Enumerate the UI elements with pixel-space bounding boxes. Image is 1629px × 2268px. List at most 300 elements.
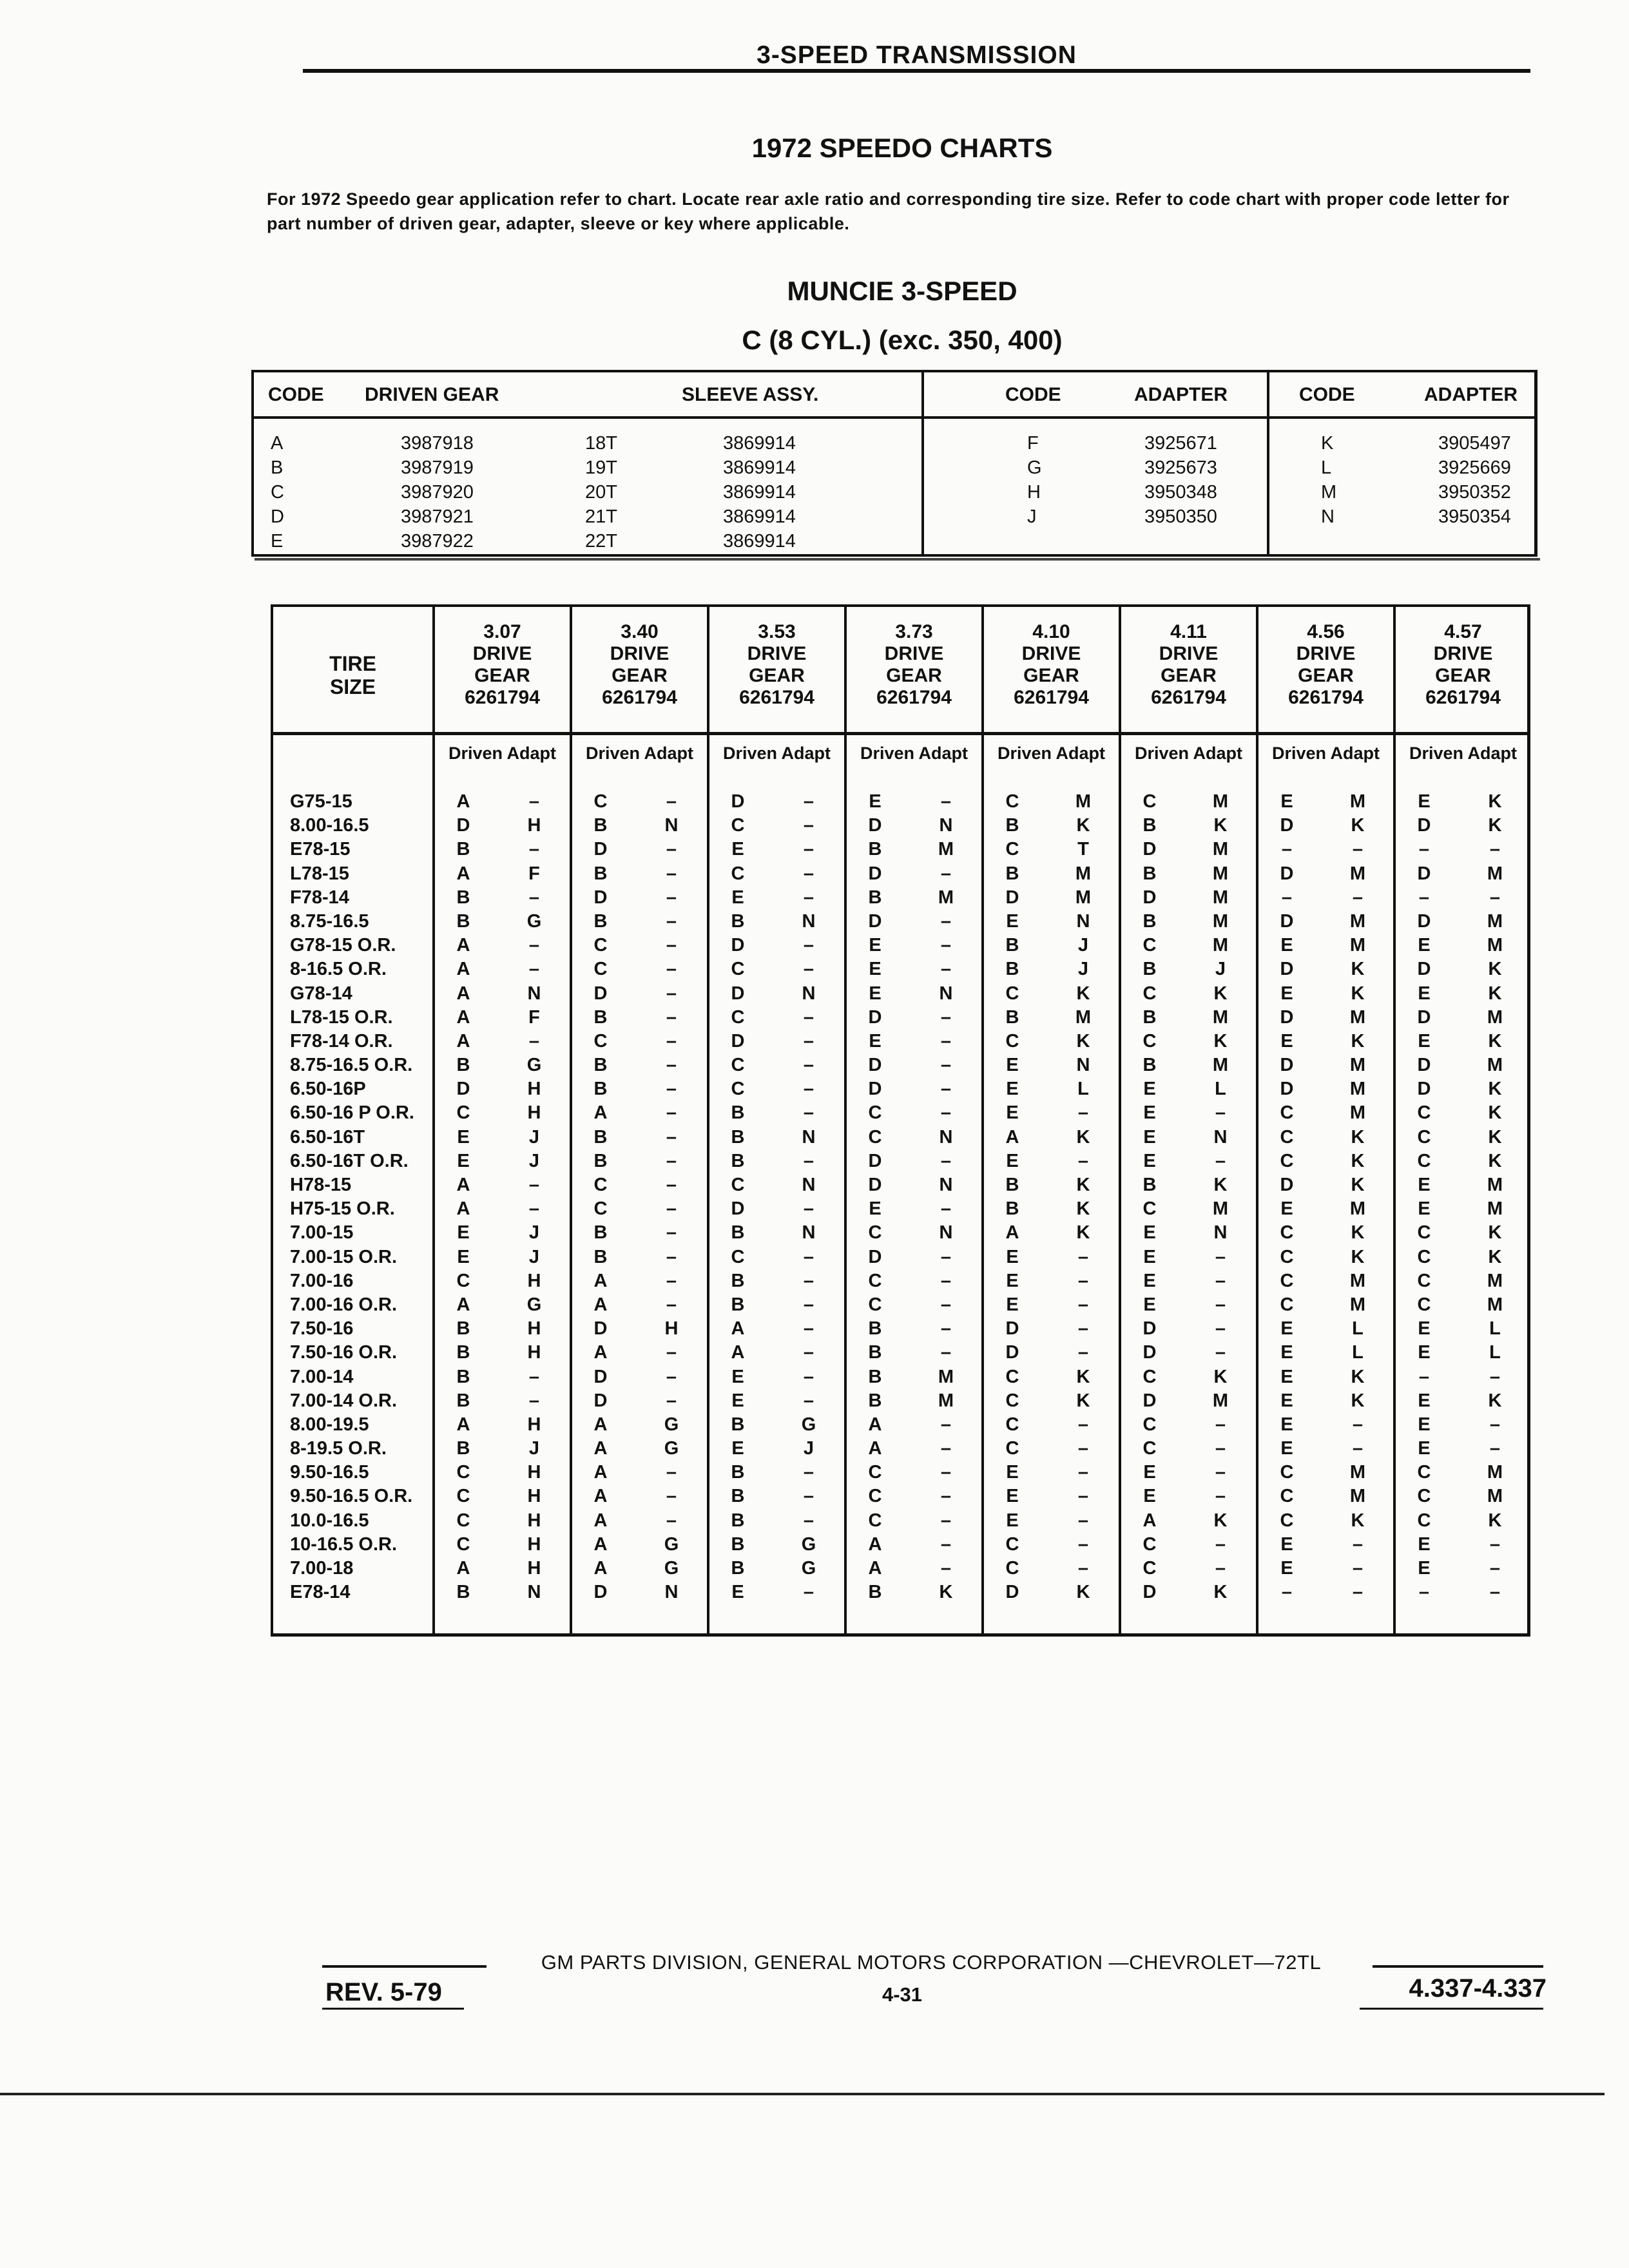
adapter-code: M [1212,910,1229,932]
adapter-code: J [528,1126,540,1148]
table-row [273,815,1527,839]
adapter-code: – [666,887,677,908]
adapter-code: K [1351,1390,1365,1411]
adapter-code: – [1077,1438,1089,1459]
adapter-code: – [666,1294,677,1315]
adapter-code: L [1077,1079,1089,1100]
adapter-code: M [1212,887,1229,908]
intro-text: For 1972 Speedo gear application refer to chart. Locate rear axle ratio and corresponding tire size. Refer to code chart with proper code letter for part number of driven gear, adapter, sleeve or key where applicable. [267,189,1510,233]
tire-size: 9.50-16.5 [290,1462,369,1483]
gear-label: GEAR [1435,665,1491,686]
adapter-code: N [802,1175,816,1195]
adapter-code: M [1349,1055,1366,1076]
table-row [273,1438,1527,1462]
table-row [273,1462,1527,1486]
adapter-code: M [1075,791,1092,812]
adapter-code: – [1489,1533,1501,1555]
driven-code: C [456,1510,470,1531]
drive-gear-table-body [273,791,1527,1606]
driven-code: A [593,1270,608,1291]
adapter-code: – [940,1102,952,1124]
adapter-code: – [803,815,815,836]
drive-gear-part: 6261794 [465,687,540,708]
adapter-code: J [528,1150,540,1171]
driven-code: C [1417,1150,1431,1171]
driven-code: E [1143,1102,1156,1124]
driven-code: A [593,1102,608,1124]
driven-code: D [1280,959,1294,980]
driven-code: C [868,1270,882,1291]
table-row [273,1367,1527,1390]
driven-code: B [1005,1006,1019,1028]
footer-corporation: GM PARTS DIVISION, GENERAL MOTORS CORPORATION —CHEVROLET—72TL [541,1951,1322,1974]
adapter-code: K [1076,1030,1090,1052]
adapter-code: – [1352,1558,1364,1579]
driven-code: B [593,1222,608,1244]
driven-code: E [1418,1438,1431,1459]
driven-code: E [457,1246,470,1267]
adapter-code: – [1077,1318,1089,1340]
tire-size: 7.50-16 [290,1318,354,1340]
driven-code: – [1418,839,1430,860]
driven-code: – [1281,887,1293,908]
driven-code: B [593,815,608,836]
adapter-code: – [940,1270,952,1291]
gear-teeth: 22T [585,531,617,552]
tire-size: 8.75-16.5 O.R. [290,1055,413,1076]
adapter-code: – [1215,1270,1226,1291]
adapter-code: – [940,1342,952,1363]
driven-code: E [1418,1558,1431,1579]
footer-code: 4.337-4.337 [1409,1974,1547,2003]
adapter-code: K [1351,1175,1365,1195]
gear-part-number: 3987918 [401,433,474,454]
adapter-code: N [939,815,953,836]
header-code-2: CODE [1005,384,1061,405]
driven-code: C [1142,1438,1157,1459]
driven-code: D [1005,887,1019,908]
table-row [273,983,1527,1007]
adapter-code: M [938,887,954,908]
driven-code: D [1280,863,1294,884]
driven-code: C [593,1198,608,1220]
table-row [273,791,1527,815]
adapter-code: K [1076,1222,1090,1244]
adapter-code: M [1487,1462,1503,1483]
adapter-code: K [1213,1366,1228,1387]
sleeve-part-number: 3869914 [723,482,796,503]
code-row [254,433,1534,457]
adapter-code: H [527,1558,541,1579]
driven-code: A [456,1030,470,1052]
adapter-code: N [802,1126,816,1148]
tire-size: 6.50-16 P O.R. [290,1102,414,1124]
driven-code: D [868,1055,882,1076]
gear-teeth: 19T [585,457,617,478]
tire-size: 9.50-16.5 O.R. [290,1486,413,1507]
driven-code: D [1417,815,1431,836]
adapter-code: – [940,1006,952,1028]
adapter-code: T [1077,839,1089,860]
tire-size: 8.00-16.5 [290,815,369,836]
adapter-code: – [803,1366,815,1387]
drive-gear-part: 6261794 [739,687,815,708]
adapter-code: F [1027,433,1039,454]
driven-code: E [731,1582,744,1603]
driven-code: A [456,1198,470,1220]
adapter-code: G [664,1438,679,1459]
table-row [273,1558,1527,1582]
drive-gear-part: 6261794 [1425,687,1501,708]
driven-code: C [1417,1462,1431,1483]
footer-rule [1360,2008,1543,2010]
model-subtitle: C (8 CYL.) (exc. 350, 400) [742,325,1063,355]
adapter-code: – [1215,1102,1226,1124]
driven-code: B [1005,935,1019,956]
driven-code: C [1005,1438,1019,1459]
adapter-code: – [803,1079,815,1100]
driven-code: B [868,1390,882,1411]
driven-code: C [1005,1558,1019,1579]
adapter-code: – [803,863,815,884]
tire-size: L78-15 O.R. [290,1006,393,1028]
table-row [273,1079,1527,1102]
adapter-code: – [803,1294,815,1315]
driven-code: E [1143,1150,1156,1171]
adapter-code: M [1321,482,1337,503]
driven-code: E [457,1150,470,1171]
adapter-code: M [1487,1294,1503,1315]
gear-code: C [271,482,284,503]
drive-gear-table [271,604,1530,1637]
adapter-code: – [1489,1438,1501,1459]
sleeve-part-number: 3869914 [723,457,796,478]
adapter-code: – [666,1270,677,1291]
tire-size: G75-15 [290,791,352,812]
adapter-code: – [940,1150,952,1171]
driven-code: E [1280,983,1293,1004]
adapter-code: H [527,1462,541,1483]
driven-code: A [868,1558,882,1579]
driven-code: C [731,1079,745,1100]
driven-code: E [731,839,744,860]
adapter-code: – [940,863,952,884]
adapter-code: K [1351,1222,1365,1244]
table-underline [255,558,1540,561]
driven-code: B [456,1390,470,1411]
driven-code: A [593,1438,608,1459]
driven-code: C [1142,1558,1157,1579]
driven-code: – [1281,1582,1293,1603]
ratio-header [847,621,981,709]
gear-part-number: 3987920 [401,482,474,503]
adapter-code: – [803,1102,815,1124]
adapter-code: – [666,959,677,980]
adapter-code: – [666,1126,677,1148]
adapter-code: K [1351,815,1365,836]
driven-code: B [731,1126,745,1148]
table-row [273,1175,1527,1198]
drive-gear-part: 6261794 [1288,687,1364,708]
driven-code: D [868,1006,882,1028]
table-row [273,911,1527,935]
adapter-code: L [1352,1342,1364,1363]
adapter-code: K [1488,1030,1502,1052]
adapter-code: – [666,1486,677,1507]
adapter-code: M [1487,1006,1503,1028]
driven-code: B [868,1366,882,1387]
driven-code: B [593,1126,608,1148]
adapter-code: – [528,1390,540,1411]
adapter-code: H [527,1079,541,1100]
driven-code: C [1280,1294,1294,1315]
driven-code: B [731,1270,745,1291]
adapter-code: H [527,1510,541,1531]
driven-code: C [593,935,608,956]
driven-code: E [731,1366,744,1387]
driven-code: C [1417,1222,1431,1244]
driven-code: D [1417,910,1431,932]
adapter-code: G [1027,457,1042,478]
driven-code: C [1005,791,1019,812]
tire-size: E78-14 [290,1582,351,1603]
driven-code: A [593,1486,608,1507]
adapter-code: – [803,1486,815,1507]
driven-code: A [593,1462,608,1483]
axle-ratio: 4.11 [1170,621,1207,642]
driven-code: C [1142,983,1157,1004]
footer-rule [322,1965,487,1968]
driven-code: E [1006,1510,1019,1531]
adapter-part-number: 3905497 [1438,433,1511,454]
driven-code: E [1143,1079,1156,1100]
driven-code: C [1280,1462,1294,1483]
driven-code: E [1143,1246,1156,1267]
table-row [273,1222,1527,1246]
driven-code: B [1005,1175,1019,1195]
table-row [273,1127,1527,1151]
driven-code: C [1417,1126,1431,1148]
driven-code: C [1280,1246,1294,1267]
driven-adapt-subheader: Driven Adapt [860,744,969,763]
driven-code: D [731,791,745,812]
adapter-code: – [1489,1582,1501,1603]
adapter-code: N [939,1175,953,1195]
adapter-code: – [803,1006,815,1028]
adapter-code: – [1489,839,1501,860]
adapter-code: J [803,1438,815,1459]
driven-code: D [1142,1342,1157,1363]
gear-label: GEAR [1298,665,1354,686]
table-row [273,959,1527,983]
adapter-code: M [1212,1390,1229,1411]
adapter-code: G [801,1533,816,1555]
table-row [273,1414,1527,1438]
driven-code: B [1005,1198,1019,1220]
adapter-part-number: 3950348 [1144,482,1217,503]
adapter-code: M [1212,863,1229,884]
driven-code: E [1006,1102,1019,1124]
table-row [273,1151,1527,1175]
axle-ratio: 4.56 [1307,621,1345,642]
tire-size: 10-16.5 O.R. [290,1533,398,1555]
driven-code: D [731,935,745,956]
tire-size: 7.00-18 [290,1558,354,1579]
adapter-code: – [1215,1150,1226,1171]
adapter-code: – [803,1055,815,1076]
adapter-code: – [1352,1438,1364,1459]
driven-code: D [593,983,608,1004]
adapter-code: K [1488,1150,1502,1171]
driven-code: C [1417,1246,1431,1267]
table-row [273,863,1527,887]
adapter-code: M [1487,910,1503,932]
gear-label: GEAR [886,665,942,686]
tire-size: 7.00-14 [290,1366,354,1387]
adapter-code: J [528,1246,540,1267]
driven-code: B [593,1079,608,1100]
driven-code: B [868,1342,882,1363]
adapter-code: M [1349,1198,1366,1220]
adapter-code: M [1349,1102,1366,1124]
table-row [273,1390,1527,1414]
adapter-code: K [1076,815,1090,836]
adapter-code: – [666,1366,677,1387]
driven-adapt-subheader: Driven Adapt [585,744,694,763]
driven-code: E [869,1198,882,1220]
adapter-code: M [1349,1486,1366,1507]
adapter-code: – [803,1246,815,1267]
driven-code: B [456,839,470,860]
adapter-code: – [1215,1318,1226,1340]
driven-code: C [1417,1294,1431,1315]
adapter-code: L [1321,457,1332,478]
driven-code: B [1142,959,1157,980]
adapter-code: – [666,839,677,860]
driven-code: C [731,863,745,884]
adapter-code: – [1077,1270,1089,1291]
adapter-code: K [1213,1030,1228,1052]
adapter-code: – [1077,1150,1089,1171]
adapter-code: – [1077,1486,1089,1507]
driven-code: C [1417,1510,1431,1531]
adapter-code: N [1076,910,1090,932]
bottom-rule [0,2093,1605,2095]
adapter-code: – [803,791,815,812]
driven-code: A [1005,1222,1019,1244]
adapter-code: L [1215,1079,1226,1100]
adapter-code: – [666,863,677,884]
adapter-code: K [1488,1390,1502,1411]
adapter-code: F [528,1006,540,1028]
driven-code: B [456,1582,470,1603]
driven-code: D [868,1079,882,1100]
driven-code: D [1280,815,1294,836]
driven-code: C [868,1294,882,1315]
tire-size: F78-14 [290,887,349,908]
adapter-code: N [802,983,816,1004]
adapter-code: – [1215,1486,1226,1507]
top-rule [303,69,1530,73]
header-driven-gear: DRIVEN GEAR [365,384,499,405]
driven-code: B [456,910,470,932]
adapter-code: – [1489,1366,1501,1387]
driven-code: B [593,1006,608,1028]
gear-code: B [271,457,284,478]
driven-code: C [593,1175,608,1195]
driven-code: A [456,1558,470,1579]
axle-ratio: 3.40 [621,621,659,642]
gear-label: GEAR [474,665,530,686]
tire-size: 6.50-16T O.R. [290,1150,409,1171]
adapter-code: M [1487,1270,1503,1291]
driven-code: E [1006,1079,1019,1100]
adapter-code: – [940,1438,952,1459]
driven-code: D [1142,1318,1157,1340]
driven-code: D [868,1175,882,1195]
adapter-code: – [1352,1414,1364,1435]
driven-code: D [593,1366,608,1387]
driven-code: B [456,887,470,908]
driven-code: B [731,1150,745,1171]
driven-code: B [731,1294,745,1315]
tire-size: 8.00-19.5 [290,1414,369,1435]
footer-page-number: 4-31 [882,1983,923,2006]
driven-code: E [1280,1030,1293,1052]
tire-size: G78-14 [290,983,352,1004]
adapter-code: – [803,1342,815,1363]
adapter-code: – [803,1030,815,1052]
driven-code: B [731,1510,745,1531]
tire-size: L78-15 [290,863,349,884]
adapter-code: – [666,1510,677,1531]
code-row [254,506,1534,531]
adapter-code: – [940,1246,952,1267]
adapter-code: M [1349,1006,1366,1028]
tire-size: 8-19.5 O.R. [290,1438,387,1459]
adapter-code: – [1489,1414,1501,1435]
driven-code: C [731,1175,745,1195]
adapter-code: – [528,1198,540,1220]
adapter-code: H [527,1270,541,1291]
adapter-code: – [666,1462,677,1483]
driven-adapt-subheader: Driven Adapt [1409,744,1518,763]
adapter-code: – [1352,839,1364,860]
driven-code: E [1280,791,1293,812]
driven-code: A [593,1414,608,1435]
driven-code: D [868,863,882,884]
driven-code: C [1280,1102,1294,1124]
tire-size: 7.00-15 [290,1222,354,1244]
adapter-code: M [1349,1079,1366,1100]
drive-gear-part: 6261794 [1151,687,1226,708]
axle-ratio: 3.53 [758,621,796,642]
adapter-code: – [1352,1582,1364,1603]
driven-code: E [1143,1462,1156,1483]
table-row [273,1486,1527,1510]
driven-code: C [731,959,745,980]
driven-code: D [868,910,882,932]
driven-code: C [1142,1198,1157,1220]
driven-code: B [731,1533,745,1555]
driven-code: E [1143,1222,1156,1244]
ratio-header [709,621,844,709]
driven-code: C [456,1462,470,1483]
driven-code: D [1005,1342,1019,1363]
gear-label: GEAR [749,665,805,686]
adapter-code: – [1077,1102,1089,1124]
drive-gear-part: 6261794 [602,687,677,708]
